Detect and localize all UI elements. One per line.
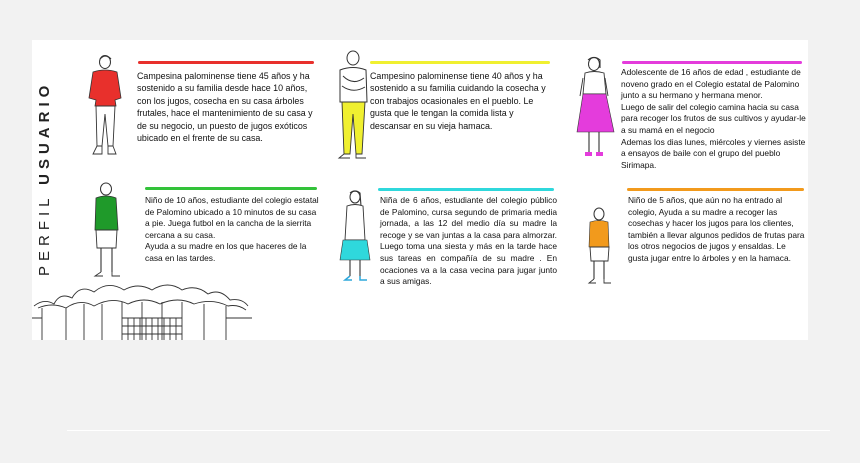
accent-bar-cyan (378, 188, 554, 191)
profile-line: Niño de 10 años, estudiante del colegio estatal de Palomino ubicado a 10 minutos de su casa a pie. Juega futbol en la cancha de la sierrita cercana a su casa. (145, 195, 319, 240)
accent-bar-magenta (622, 61, 802, 64)
profile-text-campesina: Campesina palominense tiene 45 años y ha sostenido a su familia desde hace 10 años, con los jugos, cosecha en su casa árboles frutales, hace el mantenimiento de su casa y de su negocio, un puesto de jugos exóticos ubicado en el frente de su casa. (137, 71, 313, 144)
woman-red-shirt-figure-icon (85, 54, 127, 164)
child-orange-shirt-figure-icon (585, 207, 615, 287)
profile-line: Ayuda a su madre en los que haceres de la casa en las tardes. (145, 241, 307, 263)
divider (67, 430, 830, 431)
profile-line: Ademas los dias lunes, miércoles y viernes asiste a ensayos de baile con el grupo del pueblo Sirimapa. (621, 136, 806, 170)
man-yellow-pants-figure-icon (334, 50, 372, 162)
girl-magenta-skirt-figure-icon (575, 56, 617, 162)
profile-line: Luego de salir del colegio camina hacia su casa para recoger los frutos de sus cultivos y ayudar-le a su mamá en el negocio (621, 101, 806, 135)
profile-sheet (32, 40, 808, 340)
girl-cyan-skirt-figure-icon (339, 190, 373, 284)
accent-bar-orange (627, 188, 804, 191)
page-title (36, 81, 53, 276)
accent-bar-yellow (370, 61, 550, 64)
boy-green-shirt-figure-icon (91, 182, 127, 280)
profile-text-nina6: Niña de 6 años, estudiante del colegio público de Palomino, cursa segundo de primaria media jornada, a las 12 del medio día su madre la recoge y se van juntas a la casa para almorzar. Luego toma una siesta y más en la tarde hace sus tareas en compañía de su madre . En ocaciones va a la casa vecina para jugar junto a sus amigas. (380, 195, 557, 287)
profile-text-nino10 (145, 195, 323, 265)
profile-text-nino5: Niño de 5 años, que aún no ha entrado al colegio, Ayuda a su madre a recoger las cosechas y hacer los jugos para los clientes, también a llevar algunos pedidos de frutas para los otros negocios de jugos y ensaldas. Le gusta jugar entre lo árboles y en la hamaca. (628, 195, 805, 263)
profile-text-campesino: Campesino palominense tiene 40 años y ha sostenido a su familia cuidando la cosecha y con trabajos ocasionales en el pueblo. Le gusta que le tengan la comida lista y descansar en su vieja hamaca. (370, 71, 546, 131)
house-sketch-icon (32, 278, 252, 340)
accent-bar-green (145, 187, 317, 190)
accent-bar-red (138, 61, 314, 64)
page-title-light: PERFIL (36, 184, 53, 276)
page-title-bold: USUARIO (36, 80, 53, 185)
profile-text-adolescente (621, 67, 808, 171)
profile-line: Adolescente de 16 años de edad , estudiante de noveno grado en el Colegio estatal de Palomino junto a su hermano y hermana menor. (621, 67, 801, 101)
